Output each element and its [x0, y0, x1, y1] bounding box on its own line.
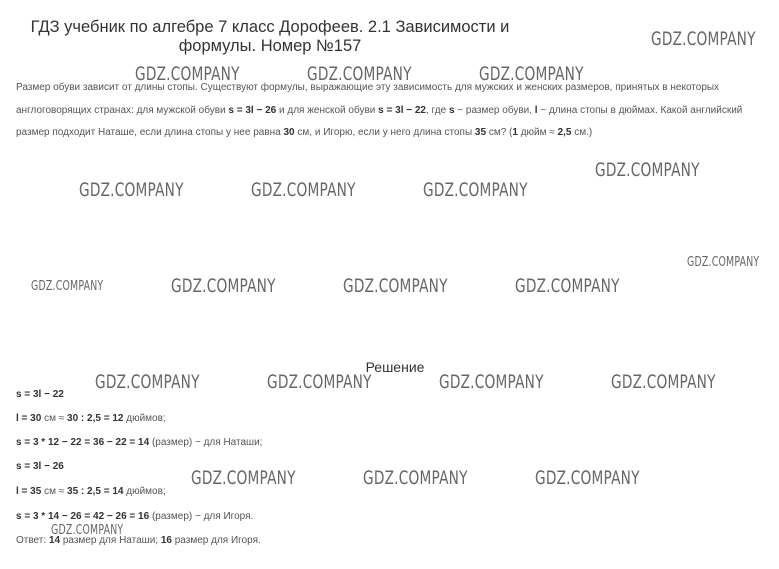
solution-text: (размер) − для Игоря.: [149, 511, 254, 522]
value-35: 35: [474, 127, 487, 138]
problem-text: см.): [571, 127, 593, 138]
value-1: 1: [512, 127, 518, 138]
solution-text: дюймов;: [123, 413, 166, 424]
title-line-2: формулы. Номер №157: [178, 37, 362, 55]
watermark: GDZ.COMPANY: [95, 371, 200, 393]
watermark: GDZ.COMPANY: [595, 159, 700, 181]
formula: s = 3 * 12 − 22 = 36 − 22 = 14: [16, 437, 150, 448]
value-2-5: 2,5: [557, 127, 572, 138]
solution-line-1: [16, 389, 64, 400]
solution-text: (размер) − для Наташи;: [149, 437, 263, 448]
answer-value: 14: [48, 535, 61, 546]
watermark: GDZ.COMPANY: [343, 275, 448, 297]
formula: 30 : 2,5 = 12: [67, 413, 124, 424]
watermark: GDZ.COMPANY: [363, 467, 468, 489]
title-line-1: ГДЗ учебник по алгебре 7 класс Дорофеев. 2.1 Зависимости и: [30, 18, 510, 36]
watermark: GDZ.COMPANY: [307, 63, 412, 85]
watermark: GDZ.COMPANY: [611, 371, 716, 393]
solution-line-2: [16, 413, 166, 424]
problem-text: см, и Игорю, если у него длина стопы: [294, 127, 475, 138]
watermark: GDZ.COMPANY: [51, 523, 124, 538]
variable-l: l: [534, 104, 538, 116]
solution-line-6: [16, 511, 253, 522]
watermark: GDZ.COMPANY: [191, 467, 296, 489]
formula: s = 3l − 22: [16, 389, 64, 400]
problem-text: , где: [426, 104, 449, 116]
solution-text: см ≈: [41, 486, 68, 497]
answer-text: размер для Наташи;: [60, 535, 161, 546]
watermark: GDZ.COMPANY: [267, 371, 372, 393]
problem-statement: [16, 77, 764, 145]
solution-line-5: [16, 486, 166, 497]
problem-text: − длина стопы в дюймах. Какой английский размер подходит Наташе, если длина стопы у нее равна: [16, 104, 743, 138]
problem-text: дюйм ≈: [517, 127, 558, 138]
solution-line-4: [16, 461, 64, 472]
formula: l = 35: [16, 486, 42, 497]
answer-text: размер для Игоря.: [171, 535, 261, 546]
problem-text: Размер обуви зависит от длины стопы. Существуют формулы, выражающие эту зависимость для мужских и женских размеров, принятых в некоторых англоговорящих странах: для мужской обуви: [16, 82, 720, 116]
formula: l = 30: [16, 413, 42, 424]
answer-value: 16: [160, 535, 172, 546]
solution-text: см ≈: [41, 413, 68, 424]
watermark: GDZ.COMPANY: [687, 255, 760, 270]
formula: s = 3 * 14 − 26 = 42 − 26 = 16: [16, 511, 150, 522]
problem-text: см? (: [486, 127, 513, 138]
solution-line-3: [16, 437, 262, 448]
formula-men: s = 3l − 26: [228, 104, 277, 116]
answer-label: Ответ:: [16, 535, 49, 546]
watermark: GDZ.COMPANY: [479, 63, 584, 85]
solution-heading: Решение: [365, 359, 425, 375]
watermark: GDZ.COMPANY: [515, 275, 620, 297]
watermark: GDZ.COMPANY: [171, 275, 276, 297]
formula: 35 : 2,5 = 14: [67, 486, 124, 497]
watermark: GDZ.COMPANY: [135, 63, 240, 85]
watermark: GDZ.COMPANY: [251, 179, 356, 201]
problem-text: − размер обуви,: [454, 104, 535, 116]
formula: s = 3l − 26: [16, 461, 64, 472]
problem-text: и для женской обуви: [276, 104, 379, 116]
watermark: GDZ.COMPANY: [79, 179, 184, 201]
page-title: [10, 18, 530, 56]
formula-women: s = 3l − 22: [378, 104, 426, 116]
watermark: GDZ.COMPANY: [423, 179, 528, 201]
watermark: GDZ.COMPANY: [651, 28, 756, 50]
solution-text: дюймов;: [123, 486, 166, 497]
watermark: GDZ.COMPANY: [439, 371, 544, 393]
watermark: GDZ.COMPANY: [535, 467, 640, 489]
watermark: GDZ.COMPANY: [31, 279, 104, 294]
value-30: 30: [283, 127, 295, 138]
variable-s: s: [448, 104, 455, 116]
